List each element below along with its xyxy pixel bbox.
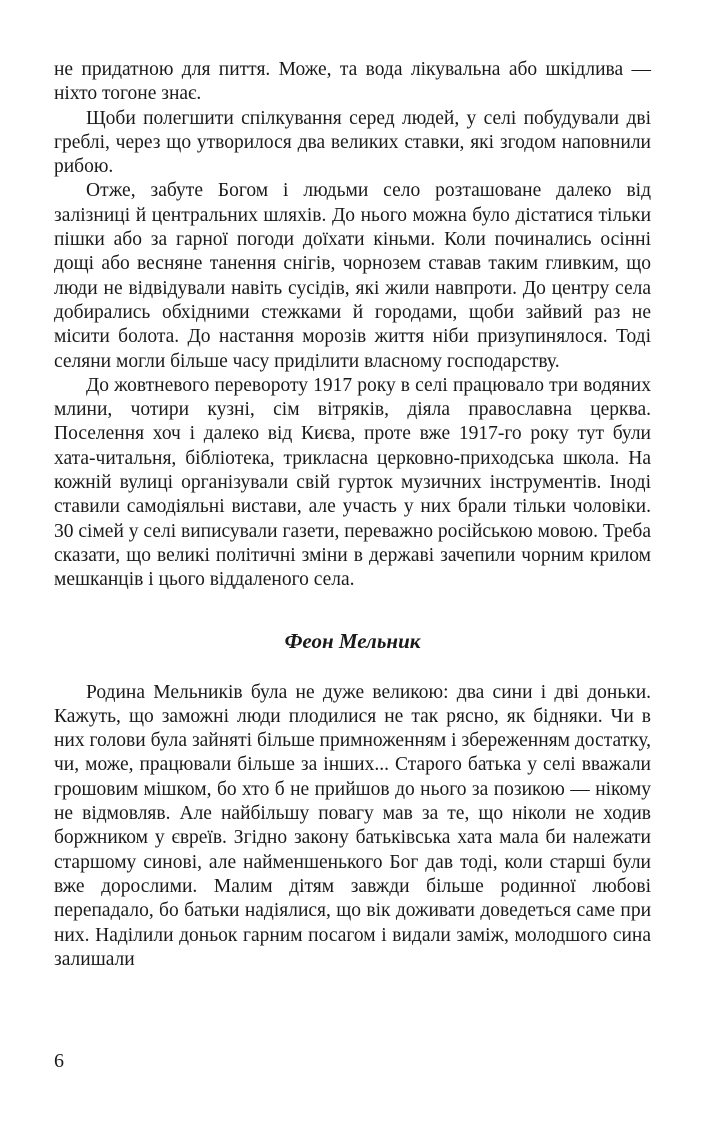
page-text-block: [54, 58, 651, 972]
paragraph-4: До жовтневого перевороту 1917 року в селі працювало три водяних млини, чотири кузні, сім вітряків, діяла православна церква. Поселення хоч і далеко від Києва, проте вже 1917-го року тут були хата-читальня, бібліотека, трикласна церковно-приходська школа. На кожній вулиці організували свій гурток музичних інструментів. Іноді ставили самодіяльні вистави, але участь у них брали тільки чоловіки. 30 сімей у селі виписували газети, переважно російською мовою. Треба сказати, що великі політичні зміни в державі зачепили чорним крилом мешканців і цього віддаленого села.: [54, 374, 651, 591]
paragraph-2: Щоби полегшити спілкування серед людей, у селі побудували дві греблі, через що утворилося два великих ставки, які згодом наповнили рибою.: [54, 107, 651, 178]
paragraph-3: Отже, забуте Богом і людьми село розташоване далеко від залізниці й центральних шляхів. До нього можна було дістатися тільки пішки або за гарної погоди доїхати кіньми. Коли починались осінні дощі або весняне танення снігів, чорнозем ставав таким гливким, що люди не відвідували навіть сусідів, які жили навпроти. До центру села добирались обхідними стежками й городами, щоби зайвий раз не місити болота. До настання морозів життя ніби призупинялося. Тоді селяни могли більше часу приділити власному господарству.: [54, 180, 651, 372]
paragraph-1: не придатною для пиття. Може, та вода лікувальна або шкідлива — ніхто тогоне знає.: [54, 59, 651, 105]
paragraph-5: Родина Мельників була не дуже великою: два сини і дві доньки. Кажуть, що заможні люди плодилися не так рясно, як бідняки. Чи в них голови була зайняті більше примноженням і збереженням достатку, чи, може, працювали більше за інших... Старого батька у селі вважали грошовим мішком, бо хто б не прийшов до нього за позикою — нікому не відмовляв. Але найбільшу повагу мав за те, що ніколи не ходив боржником у євреїв. Згідно закону батьківська хата мала би належати старшому синові, але найменшенького Бог дав тоді, коли старші були вже дорослими. Малим дітям завжди більше родинної любові перепадало, бо батьки надіялися, що вік доживати доведеться саме при них. Наділили доньок гарним посагом і видали заміж, молодшого сина залишали: [54, 681, 651, 970]
section-title: Феон Мельник: [284, 628, 421, 653]
page-number: 6: [54, 1050, 64, 1072]
